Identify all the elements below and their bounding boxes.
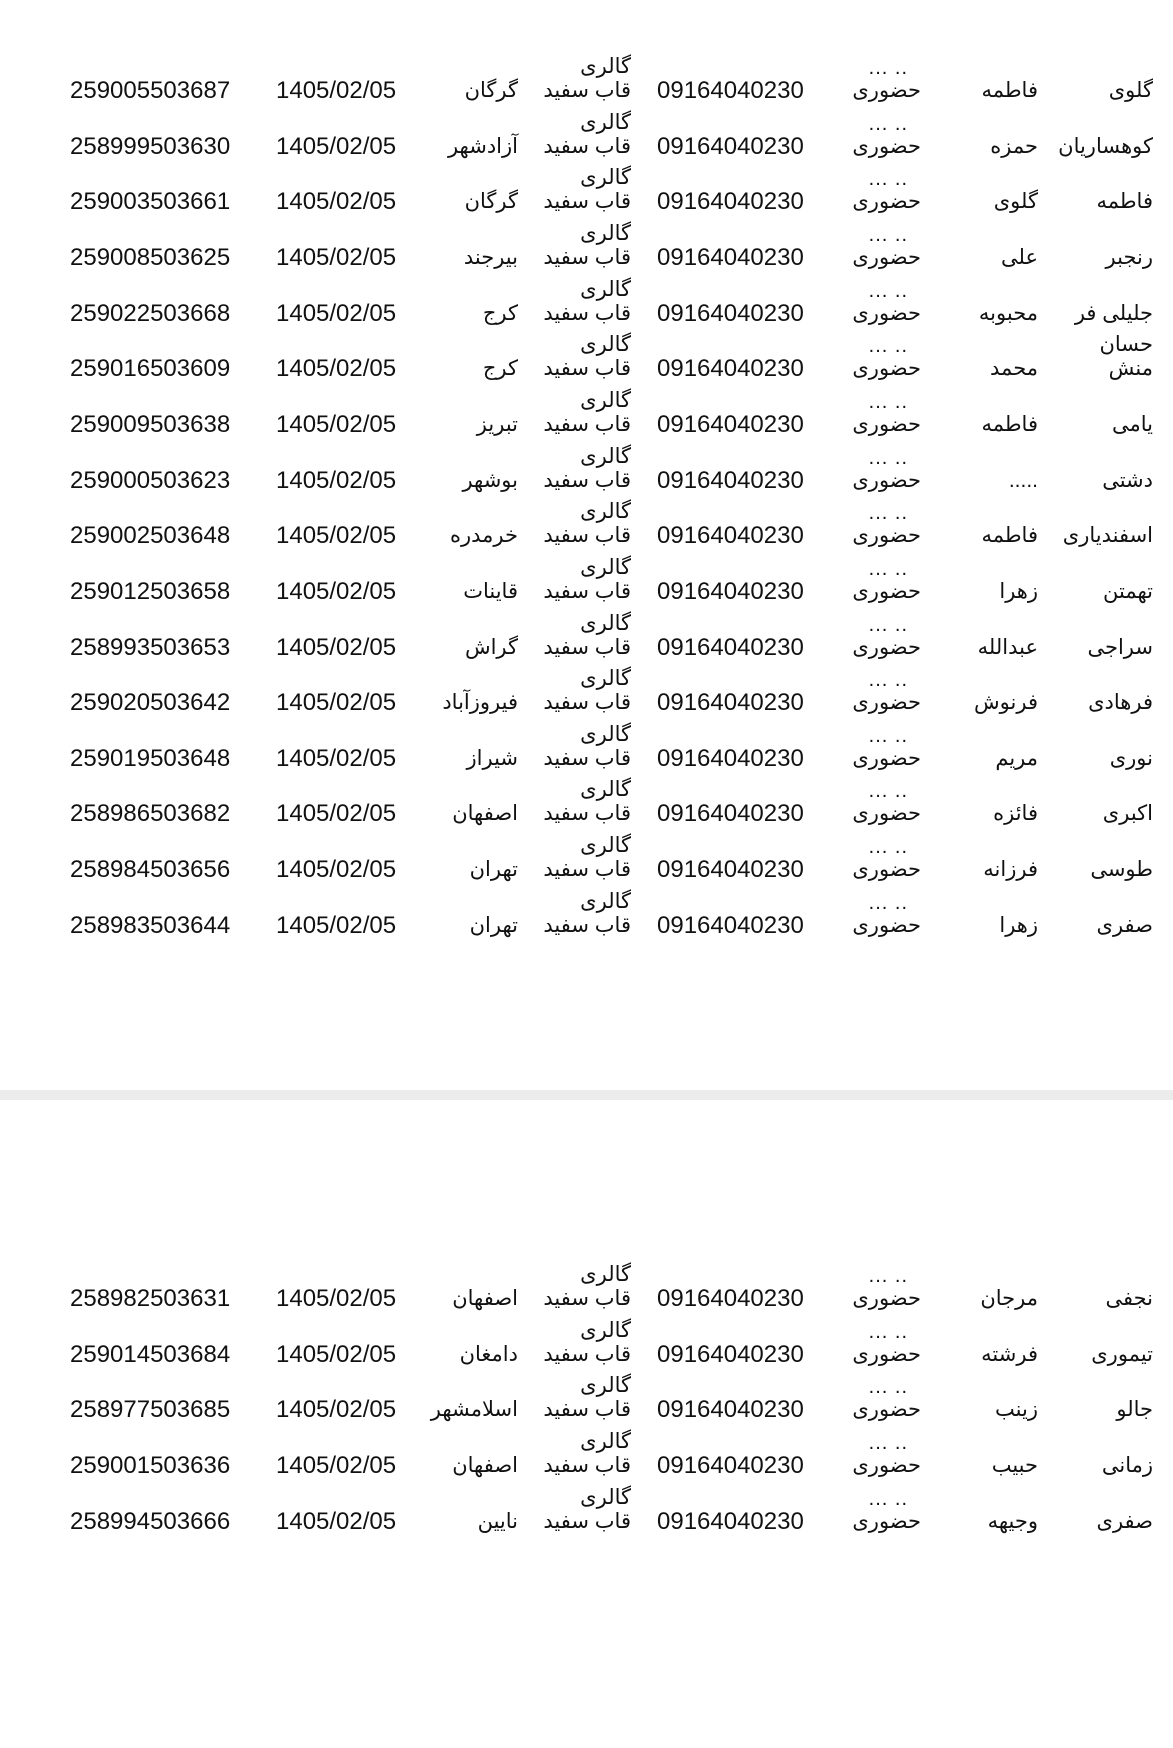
attendance-type-dots: .. ...: [868, 280, 908, 302]
package-line1: گالری: [580, 1319, 631, 1342]
first-name-cell: گلوی: [993, 190, 1038, 213]
attendance-type-dots: .. ...: [868, 725, 908, 747]
city-cell: کرج: [482, 357, 518, 380]
first-name-cell: مرجان: [980, 1287, 1038, 1310]
first-name-cell: فاطمه: [981, 413, 1038, 436]
city-cell: خرمدره: [450, 524, 518, 547]
city-cell: تهران: [469, 858, 518, 881]
tracking-code-cell: 258983503644: [70, 912, 231, 939]
phone-cell: 09164040230: [657, 300, 804, 327]
attendance-type-dots: .. ...: [868, 780, 908, 802]
attendance-type-dots: .. ...: [868, 1321, 908, 1343]
date-cell: 1405/02/05: [276, 1341, 397, 1368]
date-cell: 1405/02/05: [276, 1508, 397, 1535]
last-name-cell: طوسی: [1090, 858, 1153, 881]
first-name-cell: حبیب: [991, 1454, 1038, 1477]
attendance-type-cell: حضوری: [852, 802, 921, 825]
city-cell: اصفهان: [452, 1287, 518, 1310]
tracking-code-cell: 259022503668: [70, 300, 231, 327]
city-cell: اصفهان: [452, 1454, 518, 1477]
package-line1: گالری: [580, 1263, 631, 1286]
attendance-type-cell: حضوری: [852, 858, 921, 881]
table-row: [0, 769, 1173, 831]
phone-cell: 09164040230: [657, 1341, 804, 1368]
package-line2: قاب سفید: [543, 1287, 631, 1310]
table-row: [0, 1421, 1173, 1483]
package-line2: قاب سفید: [543, 914, 631, 937]
city-cell: آزادشهر: [447, 135, 518, 158]
city-cell: فیروزآباد: [442, 691, 518, 714]
tracking-code-cell: 259020503642: [70, 689, 231, 716]
first-name-cell: محمد: [990, 357, 1038, 380]
phone-cell: 09164040230: [657, 188, 804, 215]
attendance-type-cell: حضوری: [852, 1343, 921, 1366]
attendance-type-dots: .. ...: [868, 168, 908, 190]
date-cell: 1405/02/05: [276, 77, 397, 104]
last-name-cell: سراجی: [1087, 636, 1153, 659]
attendance-type-cell: حضوری: [852, 246, 921, 269]
last-name-cell: صفری: [1096, 1510, 1153, 1533]
date-cell: 1405/02/05: [276, 411, 397, 438]
date-cell: 1405/02/05: [276, 634, 397, 661]
date-cell: 1405/02/05: [276, 856, 397, 883]
last-name-cell: اکبری: [1102, 802, 1153, 825]
first-name-cell: وجیهه: [987, 1510, 1038, 1533]
tracking-code-cell: 259008503625: [70, 244, 231, 271]
table-row: [0, 1477, 1173, 1539]
attendance-type-cell: حضوری: [852, 1454, 921, 1477]
phone-cell: 09164040230: [657, 1508, 804, 1535]
date-cell: 1405/02/05: [276, 355, 397, 382]
attendance-type-dots: .. ...: [868, 669, 908, 691]
package-line1: گالری: [580, 111, 631, 134]
attendance-type-dots: .. ...: [868, 113, 908, 135]
last-name-cell: فرهادی: [1088, 691, 1153, 714]
first-name-cell: مریم: [995, 747, 1038, 770]
first-name-cell: علی: [1001, 246, 1038, 269]
attendance-type-cell: حضوری: [852, 747, 921, 770]
phone-cell: 09164040230: [657, 634, 804, 661]
phone-cell: 09164040230: [657, 522, 804, 549]
table-row: [0, 714, 1173, 776]
phone-cell: 09164040230: [657, 856, 804, 883]
city-cell: گرگان: [464, 190, 518, 213]
package-line1: گالری: [580, 278, 631, 301]
attendance-type-dots: .. ...: [868, 502, 908, 524]
city-cell: اصفهان: [452, 802, 518, 825]
table-row: [0, 1310, 1173, 1372]
last-name-cell: دشتی: [1102, 469, 1153, 492]
last-name-cell: تیموری: [1091, 1343, 1153, 1366]
first-name-cell: زهرا: [999, 580, 1038, 603]
package-line2: قاب سفید: [543, 580, 631, 603]
attendance-type-dots: .. ...: [868, 447, 908, 469]
first-name-cell: .....: [1008, 469, 1038, 492]
attendance-type-dots: .. ...: [868, 1432, 908, 1454]
package-line2: قاب سفید: [543, 858, 631, 881]
tracking-code-cell: 259000503623: [70, 467, 231, 494]
date-cell: 1405/02/05: [276, 133, 397, 160]
attendance-type-cell: حضوری: [852, 357, 921, 380]
package-line1: گالری: [580, 333, 631, 356]
package-line2: قاب سفید: [543, 802, 631, 825]
package-line2: قاب سفید: [543, 357, 631, 380]
package-line2: قاب سفید: [543, 79, 631, 102]
package-line1: گالری: [580, 500, 631, 523]
table-row: [0, 491, 1173, 553]
tracking-code-cell: 258993503653: [70, 634, 231, 661]
package-line2: قاب سفید: [543, 1343, 631, 1366]
first-name-cell: زهرا: [999, 914, 1038, 937]
attendance-type-dots: .. ...: [868, 1265, 908, 1287]
package-line2: قاب سفید: [543, 1510, 631, 1533]
package-line1: گالری: [580, 556, 631, 579]
package-line1: گالری: [580, 445, 631, 468]
city-cell: گرگان: [464, 79, 518, 102]
attendance-type-dots: .. ...: [868, 558, 908, 580]
package-line2: قاب سفید: [543, 1398, 631, 1421]
last-name-cell: کوهساریان: [1058, 135, 1153, 158]
document-page-2: [0, 1100, 1173, 1748]
last-name-cell: یامی: [1112, 413, 1153, 436]
tracking-code-cell: 258986503682: [70, 800, 231, 827]
tracking-code-cell: 259005503687: [70, 77, 231, 104]
date-cell: 1405/02/05: [276, 745, 397, 772]
table-row: [0, 269, 1173, 331]
attendance-type-cell: حضوری: [852, 302, 921, 325]
date-cell: 1405/02/05: [276, 689, 397, 716]
package-line2: قاب سفید: [543, 524, 631, 547]
table-row: [0, 603, 1173, 665]
first-name-cell: فاطمه: [981, 524, 1038, 547]
city-cell: قاینات: [463, 580, 518, 603]
tracking-code-cell: 259012503658: [70, 578, 231, 605]
first-name-cell: فرشته: [981, 1343, 1038, 1366]
last-name-cell: صفری: [1096, 914, 1153, 937]
attendance-type-cell: حضوری: [852, 580, 921, 603]
last-name-cell: گلوی: [1108, 79, 1153, 102]
first-name-cell: فائزه: [993, 802, 1038, 825]
package-line1: گالری: [580, 1486, 631, 1509]
city-cell: بیرجند: [463, 246, 518, 269]
date-cell: 1405/02/05: [276, 1452, 397, 1479]
table-row: [0, 1254, 1173, 1316]
table-row: [0, 380, 1173, 442]
tracking-code-cell: 258994503666: [70, 1508, 231, 1535]
phone-cell: 09164040230: [657, 1452, 804, 1479]
date-cell: 1405/02/05: [276, 578, 397, 605]
attendance-type-dots: .. ...: [868, 224, 908, 246]
phone-cell: 09164040230: [657, 578, 804, 605]
package-line2: قاب سفید: [543, 413, 631, 436]
package-line2: قاب سفید: [543, 469, 631, 492]
phone-cell: 09164040230: [657, 467, 804, 494]
package-line1: گالری: [580, 222, 631, 245]
tracking-code-cell: 259019503648: [70, 745, 231, 772]
phone-cell: 09164040230: [657, 689, 804, 716]
first-name-cell: عبدالله: [977, 636, 1038, 659]
attendance-type-dots: .. ...: [868, 391, 908, 413]
phone-cell: 09164040230: [657, 244, 804, 271]
date-cell: 1405/02/05: [276, 800, 397, 827]
city-cell: گراش: [464, 636, 518, 659]
phone-cell: 09164040230: [657, 912, 804, 939]
last-name-cell: نوری: [1109, 747, 1153, 770]
phone-cell: 09164040230: [657, 77, 804, 104]
attendance-type-dots: .. ...: [868, 836, 908, 858]
table-row: [0, 46, 1173, 108]
first-name-cell: حمزه: [990, 135, 1038, 158]
package-line2: قاب سفید: [543, 190, 631, 213]
tracking-code-cell: 259016503609: [70, 355, 231, 382]
date-cell: 1405/02/05: [276, 188, 397, 215]
package-line2: قاب سفید: [543, 246, 631, 269]
tracking-code-cell: 259014503684: [70, 1341, 231, 1368]
last-name-cell: تهمتن: [1103, 580, 1153, 603]
package-line1: گالری: [580, 667, 631, 690]
city-cell: اسلامشهر: [430, 1398, 518, 1421]
first-name-cell: زینب: [995, 1398, 1038, 1421]
first-name-cell: فاطمه: [981, 79, 1038, 102]
date-cell: 1405/02/05: [276, 300, 397, 327]
table-row: [0, 436, 1173, 498]
attendance-type-cell: حضوری: [852, 1287, 921, 1310]
last-name-cell: فاطمه: [1096, 190, 1153, 213]
tracking-code-cell: 259003503661: [70, 188, 231, 215]
date-cell: 1405/02/05: [276, 244, 397, 271]
phone-cell: 09164040230: [657, 745, 804, 772]
tracking-code-cell: 259001503636: [70, 1452, 231, 1479]
table-row: [0, 825, 1173, 887]
city-cell: دامغان: [459, 1343, 518, 1366]
package-line1: گالری: [580, 834, 631, 857]
city-cell: کرج: [482, 302, 518, 325]
attendance-type-cell: حضوری: [852, 1398, 921, 1421]
table-row: [0, 102, 1173, 164]
package-line1: گالری: [580, 55, 631, 78]
package-line2: قاب سفید: [543, 302, 631, 325]
attendance-type-cell: حضوری: [852, 636, 921, 659]
phone-cell: 09164040230: [657, 800, 804, 827]
attendance-type-cell: حضوری: [852, 413, 921, 436]
attendance-type-dots: .. ...: [868, 57, 908, 79]
package-line1: گالری: [580, 890, 631, 913]
city-cell: تبریز: [476, 413, 518, 436]
tracking-code-cell: 258984503656: [70, 856, 231, 883]
date-cell: 1405/02/05: [276, 522, 397, 549]
date-cell: 1405/02/05: [276, 467, 397, 494]
phone-cell: 09164040230: [657, 355, 804, 382]
phone-cell: 09164040230: [657, 1396, 804, 1423]
package-line2: قاب سفید: [543, 636, 631, 659]
attendance-type-cell: حضوری: [852, 691, 921, 714]
package-line1: گالری: [580, 723, 631, 746]
package-line1: گالری: [580, 1374, 631, 1397]
attendance-type-dots: .. ...: [868, 892, 908, 914]
date-cell: 1405/02/05: [276, 1285, 397, 1312]
table-row: [0, 547, 1173, 609]
city-cell: نایین: [477, 1510, 518, 1533]
table-row: [0, 881, 1173, 943]
first-name-cell: فرزانه: [983, 858, 1038, 881]
last-name-cell: اسفندیاری: [1062, 524, 1153, 547]
first-name-cell: فرنوش: [974, 691, 1038, 714]
attendance-type-dots: .. ...: [868, 1488, 908, 1510]
attendance-type-cell: حضوری: [852, 1510, 921, 1533]
last-name-cell: جلیلی فر: [1074, 302, 1153, 325]
date-cell: 1405/02/05: [276, 912, 397, 939]
table-row: [0, 324, 1173, 386]
attendance-type-cell: حضوری: [852, 190, 921, 213]
package-line1: گالری: [580, 1430, 631, 1453]
attendance-type-dots: .. ...: [868, 614, 908, 636]
attendance-type-cell: حضوری: [852, 469, 921, 492]
city-cell: بوشهر: [462, 469, 518, 492]
last-name-cell: زمانی: [1101, 1454, 1153, 1477]
table-row: [0, 658, 1173, 720]
last-name-cell: منش: [1108, 357, 1153, 380]
page-separator: [0, 1090, 1173, 1100]
table-row: [0, 157, 1173, 219]
attendance-type-cell: حضوری: [852, 79, 921, 102]
tracking-code-cell: 258982503631: [70, 1285, 231, 1312]
package-line2: قاب سفید: [543, 1454, 631, 1477]
tracking-code-cell: 258977503685: [70, 1396, 231, 1423]
attendance-type-dots: .. ...: [868, 1376, 908, 1398]
package-line1: گالری: [580, 778, 631, 801]
date-cell: 1405/02/05: [276, 1396, 397, 1423]
phone-cell: 09164040230: [657, 133, 804, 160]
last-name-cell: نجفی: [1105, 1287, 1153, 1310]
package-line2: قاب سفید: [543, 135, 631, 158]
package-line1: گالری: [580, 389, 631, 412]
last-name-cell-line1: حسان: [1099, 333, 1153, 356]
last-name-cell: جالو: [1116, 1398, 1153, 1421]
package-line1: گالری: [580, 166, 631, 189]
phone-cell: 09164040230: [657, 411, 804, 438]
city-cell: شیراز: [466, 747, 518, 770]
package-line2: قاب سفید: [543, 691, 631, 714]
attendance-type-cell: حضوری: [852, 135, 921, 158]
last-name-cell: رنجبر: [1105, 246, 1153, 269]
city-cell: تهران: [469, 914, 518, 937]
attendance-type-cell: حضوری: [852, 524, 921, 547]
tracking-code-cell: 259009503638: [70, 411, 231, 438]
package-line2: قاب سفید: [543, 747, 631, 770]
package-line1: گالری: [580, 612, 631, 635]
phone-cell: 09164040230: [657, 1285, 804, 1312]
first-name-cell: محبوبه: [978, 302, 1038, 325]
table-row: [0, 213, 1173, 275]
table-row: [0, 1365, 1173, 1427]
attendance-type-dots: .. ...: [868, 335, 908, 357]
attendance-type-cell: حضوری: [852, 914, 921, 937]
tracking-code-cell: 258999503630: [70, 133, 231, 160]
tracking-code-cell: 259002503648: [70, 522, 231, 549]
